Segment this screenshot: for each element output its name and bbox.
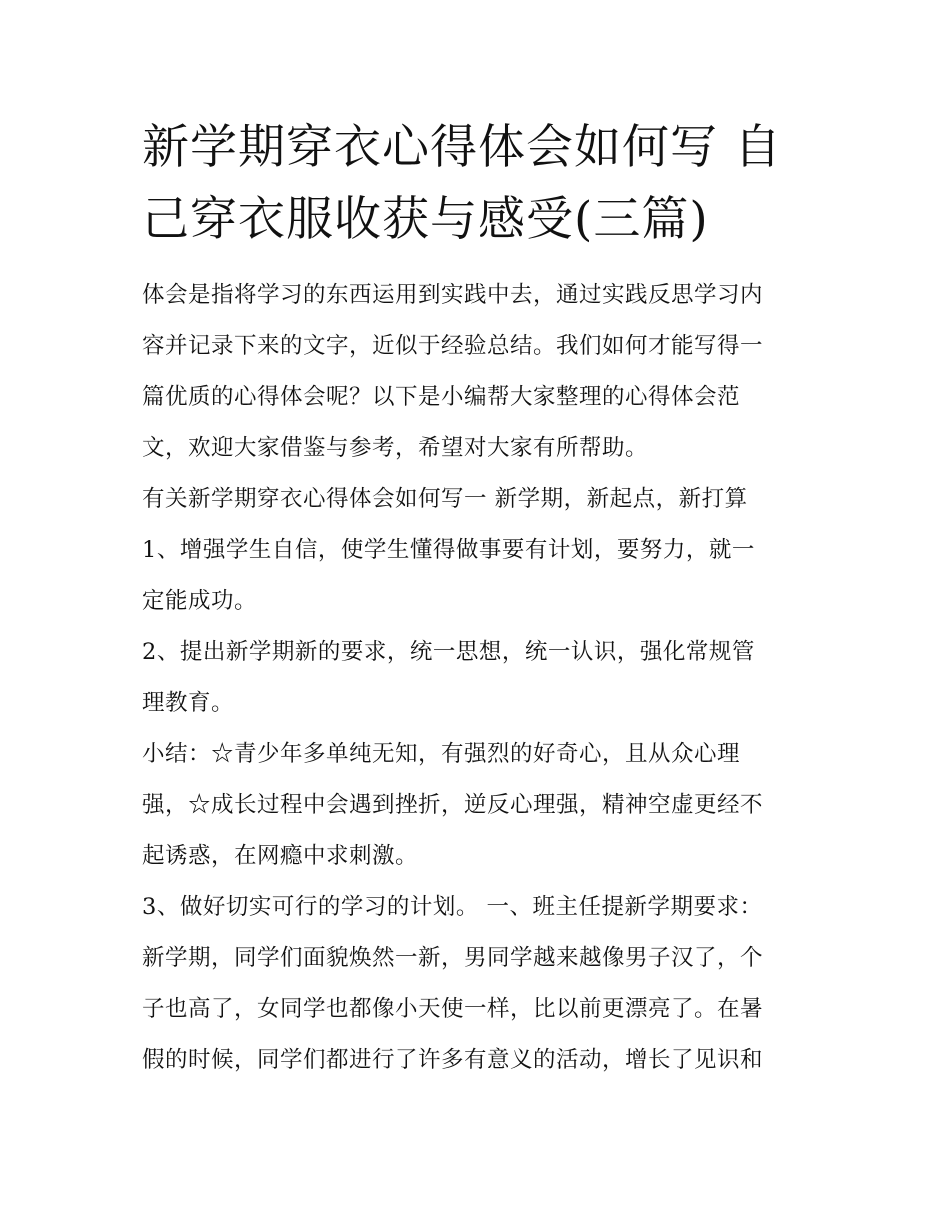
text-line: 1、增强学生自信，使学生懂得做事要有计划，要努力，就一 [142,537,755,563]
document-title [142,112,822,256]
text-line: 2、提出新学期新的要求，统一思想，统一认识，强化常规管 [142,639,755,665]
document-content [142,112,822,1086]
document-body [142,270,822,1086]
list-item-3-paragraph [142,882,822,1086]
title-line: 新学期穿衣心得体会如何写 自 [142,120,782,175]
text-line: 小结：☆青少年多单纯无知，有强烈的好奇心，且从众心理 [142,741,741,767]
text-line: 3、做好切实可行的学习的计划。 一、班主任提新学期要求： [142,894,763,920]
section-heading-paragraph [142,474,822,525]
intro-paragraph [142,270,822,474]
text-line: 假的时候，同学们都进行了许多有意义的活动，增长了见识和 [142,1047,764,1073]
text-line: 文，欢迎大家借鉴与参考，希望对大家有所帮助。 [142,435,649,461]
text-line: 子也高了，女同学也都像小天使一样，比以前更漂亮了。在暑 [142,996,764,1022]
text-line: 新学期，同学们面貌焕然一新，男同学越来越像男子汉了，个 [142,945,764,971]
list-item-1-paragraph [142,525,822,627]
text-line: 强，☆成长过程中会遇到挫折，逆反心理强，精神空虚更经不 [142,792,764,818]
text-line: 体会是指将学习的东西运用到实践中去，通过实践反思学习内 [142,282,764,308]
text-line: 篇优质的心得体会呢？以下是小编帮大家整理的心得体会范 [142,384,741,410]
text-line: 有关新学期穿衣心得体会如何写一 新学期，新起点，新打算 [142,486,748,512]
text-line: 定能成功。 [142,588,258,614]
text-line: 理教育。 [142,690,235,716]
text-line: 起诱惑，在网瘾中求刺激。 [142,843,419,869]
summary-paragraph [142,729,822,882]
title-line: 己穿衣服收获与感受(三篇) [142,192,709,247]
text-line: 容并记录下来的文字，近似于经验总结。我们如何才能写得一 [142,333,764,359]
list-item-2-paragraph [142,627,822,729]
